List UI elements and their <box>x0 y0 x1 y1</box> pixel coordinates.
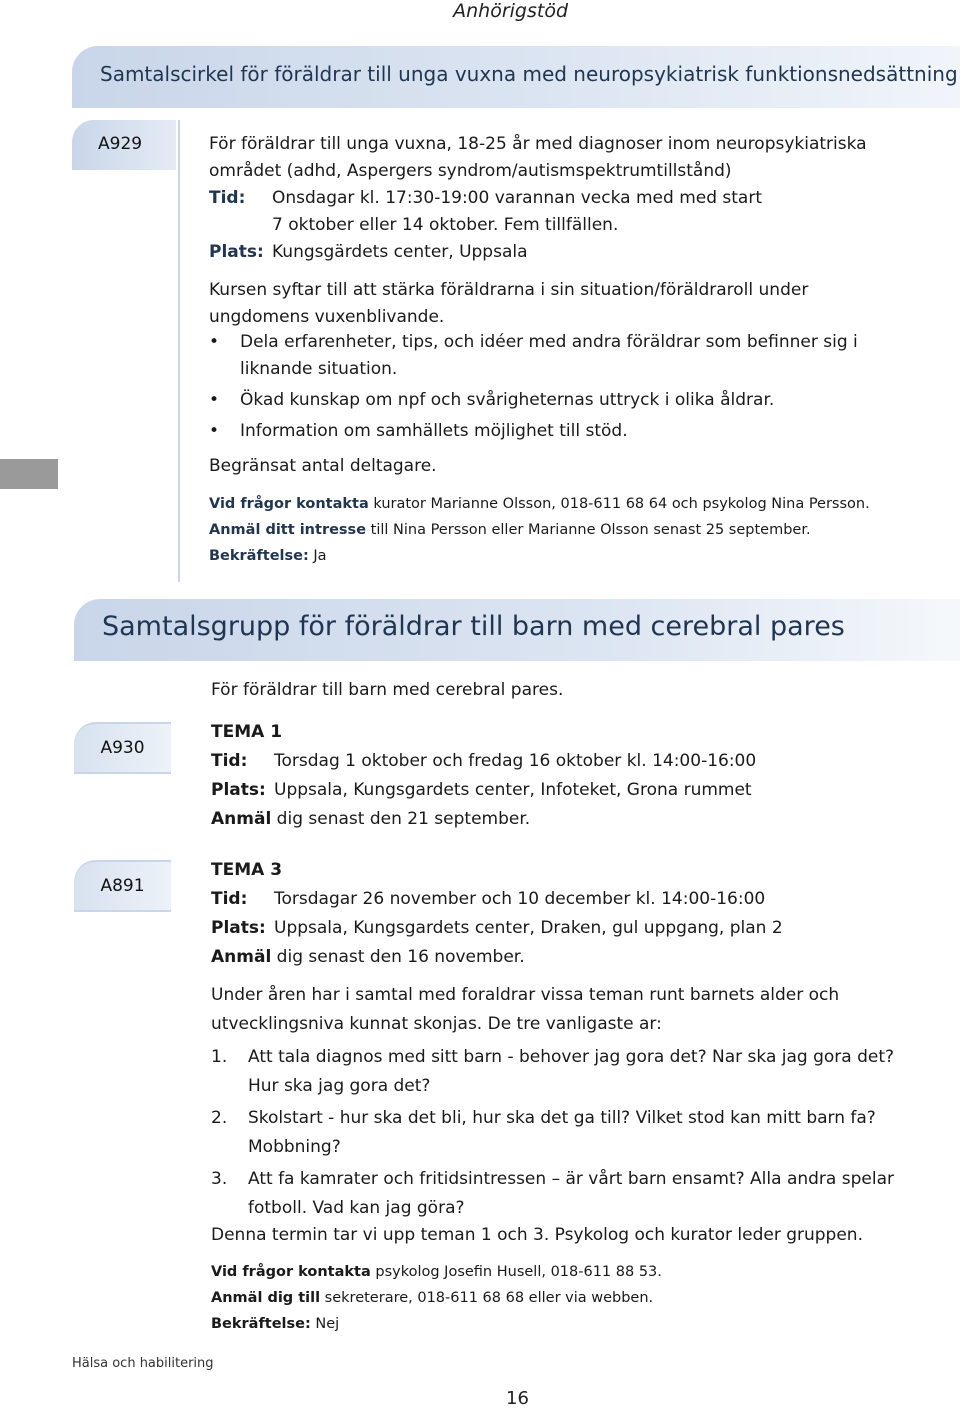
list-text: Skolstart - hur ska det bli, hur ska det ga till? Vilket stod kan mitt barn fa? <box>248 1108 876 1128</box>
bullet-marker: • <box>209 421 220 441</box>
list-number: 1. <box>211 1047 228 1067</box>
course-code-tab-a929 <box>72 120 176 170</box>
section1-title: Samtalscirkel för föräldrar till unga vuxna med neuropsykiatrisk funktionsnedsättning <box>100 62 958 86</box>
theme-heading: TEMA 1 <box>211 722 283 742</box>
plats-label: Plats: <box>209 242 264 262</box>
list-text: fotboll. Vad kan jag göra? <box>248 1198 465 1218</box>
plats-row <box>211 914 931 943</box>
register-line <box>209 517 909 543</box>
list-item <box>211 1104 931 1162</box>
list-text: Att tala diagnos med sitt barn - behover jag gora det? Nar ska jag gora det? <box>248 1047 895 1067</box>
tid-label: Tid: <box>211 889 248 909</box>
course-code-box-a930 <box>74 722 171 774</box>
register-text: till Nina Persson eller Marianne Olsson senast 25 september. <box>366 522 811 538</box>
tid-value: Onsdagar kl. 17:30-19:00 varannan vecka med med start <box>272 188 763 208</box>
description-line: utvecklingsniva kunnat skonjas. De tre vanligaste ar: <box>211 1014 662 1034</box>
intro-line: För föräldrar till unga vuxna, 18-25 år med diagnoser inom neuropsykiatriska <box>209 134 867 154</box>
bullet-item <box>209 387 909 414</box>
aim-line: Kursen syftar till att stärka föräldrarna i sin situation/föräldraroll under <box>209 280 809 300</box>
section2-title: Samtalsgrupp för föräldrar till barn med cerebral pares <box>102 611 845 642</box>
tid-label: Tid: <box>211 751 248 771</box>
anmal-label: Anmäl <box>211 809 272 829</box>
aim-line: ungdomens vuxenblivande. <box>209 307 445 327</box>
list-text: Att fa kamrater och fritidsintressen – är vårt barn ensamt? Alla andra spelar <box>248 1169 894 1189</box>
section2-numbered-list <box>211 1043 931 1223</box>
anmal-value: dig senast den 16 november. <box>271 947 525 967</box>
course-code: A929 <box>98 134 143 154</box>
tid-value: Torsdag 1 oktober och fredag 16 oktober kl. 14:00-16:00 <box>274 751 757 771</box>
tid-row <box>209 185 909 212</box>
bullet-text: Information om samhällets möjlighet till stöd. <box>240 421 628 441</box>
contact-text: psykolog Josefin Husell, 018-611 88 53. <box>370 1264 662 1280</box>
course-code: A930 <box>100 738 145 758</box>
tid-value-cont: 7 oktober eller 14 oktober. Fem tillfällen. <box>272 215 619 235</box>
plats-row <box>211 776 931 805</box>
course-code: A891 <box>100 876 145 896</box>
plats-value: Kungsgärdets center, Uppsala <box>272 242 528 262</box>
plats-value: Uppsala, Kungsgardets center, Draken, gul uppgang, plan 2 <box>274 918 783 938</box>
section2-intro: För föräldrar till barn med cerebral pares. <box>211 680 564 700</box>
bullet-text: Dela erfarenheter, tips, och idéer med andra föräldrar som befinner sig i <box>240 332 858 352</box>
register-line <box>211 1285 931 1311</box>
plats-label: Plats: <box>211 918 266 938</box>
section2-contact-block <box>211 1259 931 1337</box>
confirm-line <box>209 543 909 569</box>
section1-contact-block <box>209 491 909 569</box>
bullet-text: Ökad kunskap om npf och svårigheternas uttryck i olika åldrar. <box>240 390 775 410</box>
plats-row <box>209 239 909 266</box>
theme-heading: TEMA 3 <box>211 860 283 880</box>
confirm-line <box>211 1311 931 1337</box>
theme1-block <box>211 718 931 834</box>
register-label: Anmäl dig till <box>211 1290 321 1306</box>
anmal-label: Anmäl <box>211 947 272 967</box>
section2-description <box>211 981 931 1039</box>
list-text: Hur ska jag gora det? <box>248 1076 431 1096</box>
theme3-block <box>211 856 931 972</box>
contact-line <box>209 491 909 517</box>
contact-label: Vid frågor kontakta <box>211 1264 371 1280</box>
bullet-item <box>209 418 909 445</box>
course-code-box-a891 <box>74 860 171 912</box>
bullet-marker: • <box>209 332 220 352</box>
confirm-label: Bekräftelse: <box>211 1316 311 1332</box>
description-line: Under åren har i samtal med foraldrar vissa teman runt barnets alder och <box>211 985 840 1005</box>
contact-line <box>211 1259 931 1285</box>
section1-body <box>209 131 909 266</box>
section1-title-band <box>72 46 960 108</box>
confirm-label: Bekräftelse: <box>209 548 309 564</box>
plats-value: Uppsala, Kungsgardets center, Infoteket, Grona rummet <box>274 780 752 800</box>
confirm-value: Nej <box>310 1316 340 1332</box>
register-label: Anmäl ditt intresse <box>209 522 367 538</box>
side-tab-marker <box>0 459 58 489</box>
intro-line: området (adhd, Aspergers syndrom/autismspektrumtillstånd) <box>209 161 732 181</box>
list-number: 2. <box>211 1108 228 1128</box>
footer-organization: Hälsa och habilitering <box>72 1356 214 1371</box>
tid-label: Tid: <box>209 188 246 208</box>
section2-title-band <box>74 599 960 661</box>
register-text: sekreterare, 018-611 68 68 eller via webben. <box>320 1290 654 1306</box>
contact-label: Vid frågor kontakta <box>209 496 369 512</box>
limited-note: Begränsat antal deltagare. <box>209 456 437 476</box>
anmal-row <box>211 805 931 834</box>
section1-aim <box>209 277 909 331</box>
anmal-row <box>211 943 931 972</box>
tid-value: Torsdagar 26 november och 10 december kl. 14:00-16:00 <box>274 889 766 909</box>
bullet-text: liknande situation. <box>240 359 398 379</box>
section1-bullets <box>209 329 909 445</box>
confirm-value: Ja <box>308 548 327 564</box>
page-number: 16 <box>506 1388 529 1409</box>
list-item <box>211 1043 931 1101</box>
plats-label: Plats: <box>211 780 266 800</box>
section1-divider <box>178 120 180 582</box>
anmal-value: dig senast den 21 september. <box>271 809 531 829</box>
list-item <box>211 1165 931 1223</box>
bullet-item <box>209 329 909 383</box>
term-note: Denna termin tar vi upp teman 1 och 3. Psykolog och kurator leder gruppen. <box>211 1225 863 1245</box>
contact-text: kurator Marianne Olsson, 018-611 68 64 och psykolog Nina Persson. <box>368 496 870 512</box>
list-text: Mobbning? <box>248 1137 341 1157</box>
bullet-marker: • <box>209 390 220 410</box>
list-number: 3. <box>211 1169 228 1189</box>
tid-row <box>211 747 931 776</box>
tid-row <box>211 885 931 914</box>
page-header-title: Anhörigstöd <box>453 0 568 22</box>
